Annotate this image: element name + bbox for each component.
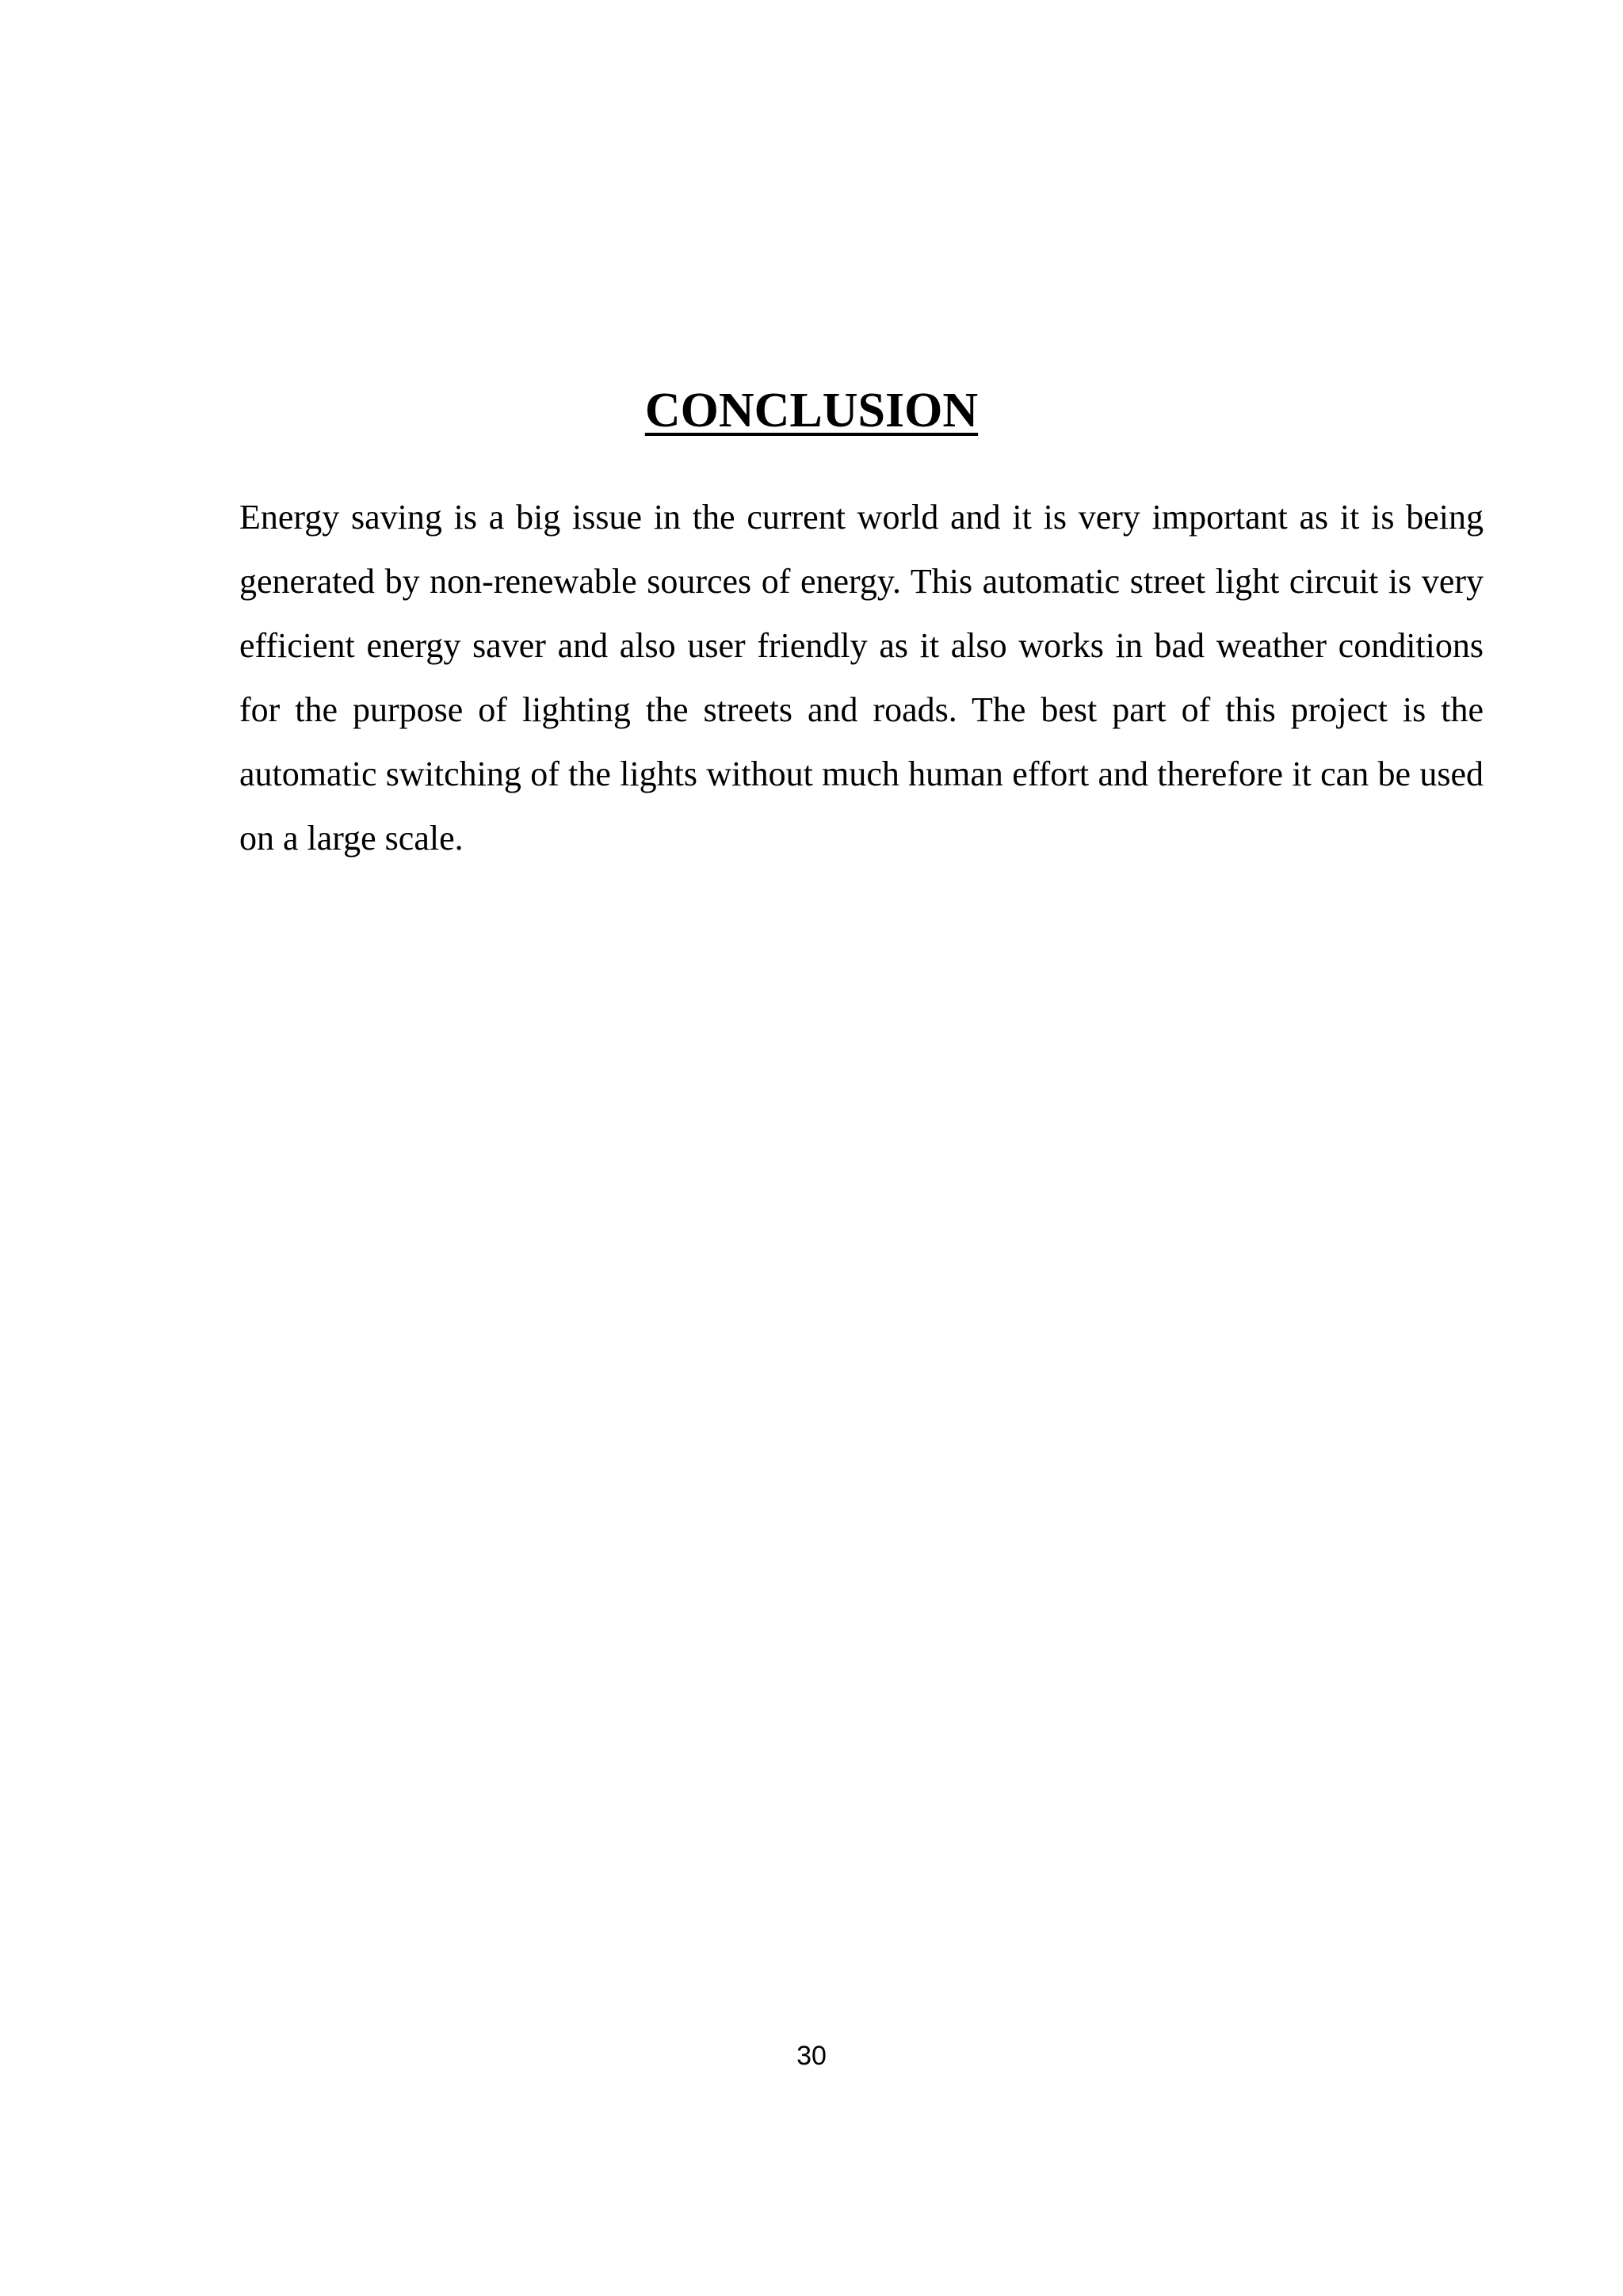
page-title: CONCLUSION <box>644 384 979 437</box>
page-number: 30 <box>796 2041 827 2071</box>
conclusion-paragraph: Energy saving is a big issue in the current world and it is very important as it is being generated by non-renewable sources of energy. This automatic street light circuit is very efficient energy saver and also user friendly as it also works in bad weather conditions for the purpose of lighting the streets and roads. The best part of this project is the automatic switching of the lights without much human effort and therefore it can be used on a large scale. <box>239 498 1484 858</box>
